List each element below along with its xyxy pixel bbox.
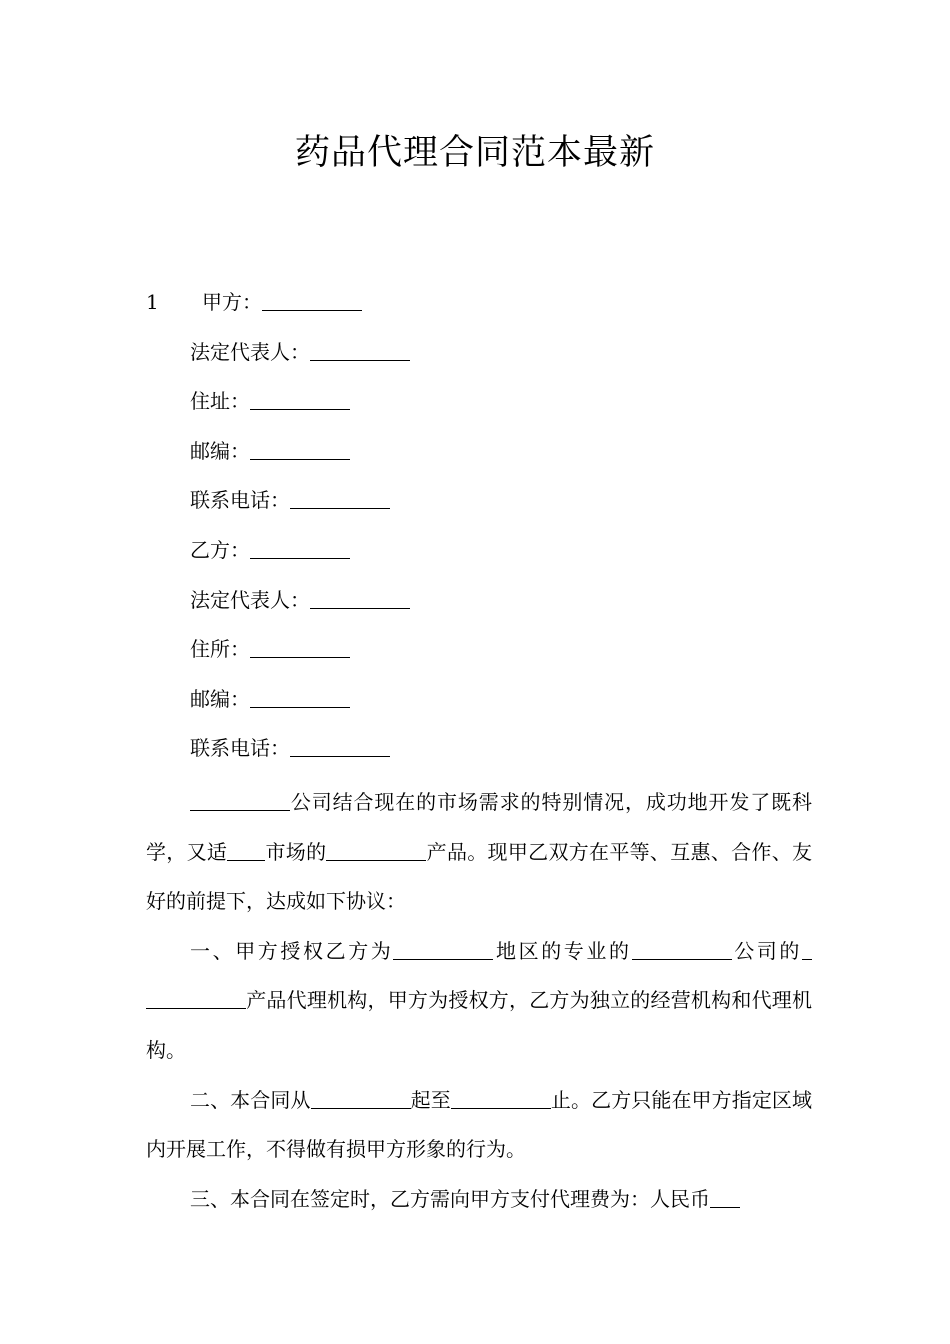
blank-line [802,958,812,960]
clause-3 [146,1175,812,1225]
paragraph-text: 止。乙方只能在甲方指定区域内开展工作，不得做有损甲方形象的行为。 [146,1087,813,1162]
party-b-phone-field [146,728,826,778]
field-label: 邮编： [190,686,250,711]
field-label: 联系电话： [190,488,290,513]
section-number: 1 [146,290,159,314]
blank-line [710,1206,740,1208]
paragraph-text: 产品代理机构，甲方为授权方，乙方为独立的经营机构和代理机构。 [146,988,812,1062]
field-label: 住址： [190,389,250,414]
party-a-postcode-field [146,431,826,481]
paragraph-text: 市场的 [265,839,327,864]
paragraph-text: 公司结合现在的市场需求的特别情况，成功地开发了既科学，又适 [146,790,812,864]
party-a-address-field [146,381,826,431]
blank-line [227,859,265,861]
paragraph-text: 起至 [410,1087,451,1112]
party-info [146,282,826,778]
contract-body [146,778,812,1224]
party-b-rep-field [146,580,826,630]
blank-line [326,859,426,861]
paragraph-text: 地区的专业的 [493,938,632,963]
clause-2 [146,1076,812,1175]
blank-line [262,309,362,311]
blank-line [290,507,390,509]
party-a-rep-field [146,332,826,382]
field-label: 邮编： [190,438,250,463]
clause-1 [146,927,812,1076]
blank-line [393,958,493,960]
field-label: 法定代表人： [190,339,310,364]
party-a-field [146,282,826,332]
paragraph-text: 公司的 [731,938,803,963]
document-title: 药品代理合同范本最新 [294,133,655,173]
party-b-postcode-field [146,679,826,729]
blank-line [290,755,390,757]
blank-line [250,557,350,559]
blank-line [311,1107,411,1109]
party-b-field [146,530,826,580]
blank-line [310,607,410,609]
party-b-label: 乙方： [190,537,250,562]
field-label: 住所： [190,637,250,662]
blank-line [451,1107,551,1109]
party-a-label: 甲方： [202,290,262,314]
blank-line [250,706,350,708]
party-b-address-field [146,629,826,679]
blank-line [632,958,732,960]
blank-line [250,408,350,410]
paragraph-text: 产品。现甲乙双方在平等、互惠、合作、友好的前提下，达成如下协议： [146,839,813,914]
blank-line [250,656,350,658]
paragraph-text: 三、本合同在签定时，乙方需向甲方支付代理费为：人民币 [190,1186,710,1211]
field-label: 联系电话： [190,736,290,761]
blank-line [190,809,290,811]
blank-line [146,1007,246,1009]
field-label: 法定代表人： [190,587,310,612]
intro-paragraph [146,778,812,927]
party-a-phone-field [146,480,826,530]
paragraph-text: 一、甲方授权乙方为 [190,938,394,963]
blank-line [310,359,410,361]
blank-line [250,458,350,460]
paragraph-text: 二、本合同从 [190,1087,311,1112]
